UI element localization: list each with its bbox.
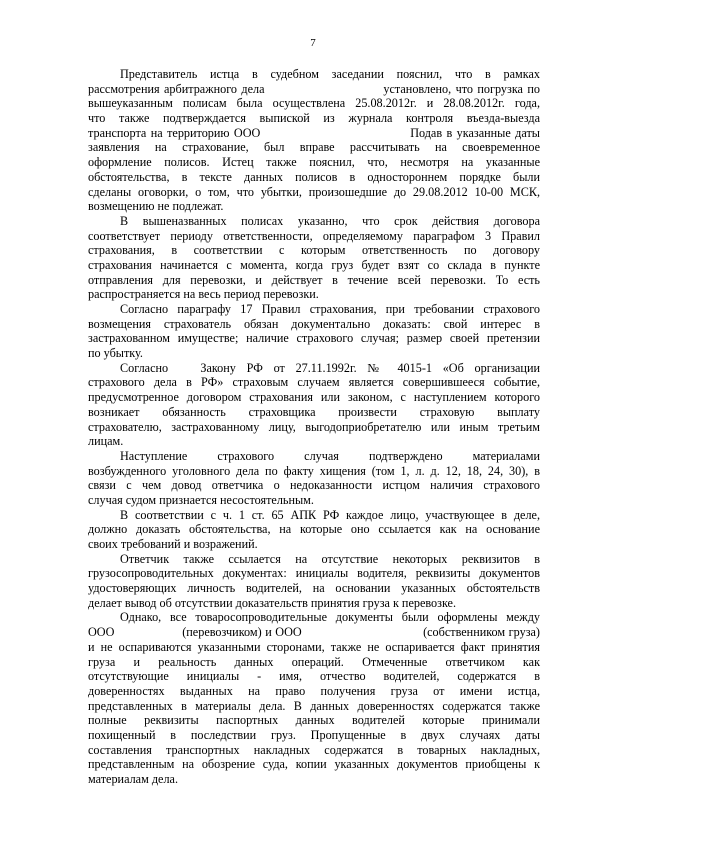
text-line: предусмотренное договором страхования или законом, с наступлением которого [88,390,540,405]
text-line: Согласно параграфу 17 Правил страхования, при требовании страхового [120,302,540,316]
text-line: лицам. [88,434,124,449]
text-line: полные реквизиты паспортных данных водителей которые принимали [88,713,540,728]
text-line: оформление полисов. Истец также пояснил, что, несмотря на указанные [88,155,540,170]
document-body [88,67,540,787]
text-line: груза и реальность данных операций. Отмеченные ответчиком как [88,654,540,669]
text-line: отсутствующие инициалы - имя, отчество водителей, содержатся в [88,669,540,684]
text-line: распространяется на весь период перевозки. [88,287,319,302]
text-line: что также подтверждается выпиской из журнала контроля въезда-выезда [88,111,540,126]
text-line: по убытку. [88,346,143,361]
text-line: транспорта на территорию ООО Подав в указанные даты [88,125,540,140]
text-line: возмещению не подлежат. [88,199,224,214]
text-line: соответствует периоду ответственности, определяемому параграфом 3 Правил [88,228,540,243]
text-line: Ответчик также ссылается на отсутствие некоторых реквизитов в [120,551,540,566]
text-line: В соответствии с ч. 1 ст. 65 АПК РФ каждое лицо, участвующее в деле, [120,507,540,522]
text-line: страхователю, застрахованному лицу, выгодоприобретателю или иным третьим [88,419,540,434]
text-line: страхования начинается с момента, когда груз будет взят со склада в пункте [88,257,540,272]
text-line: грузосопроводительных документах: инициалы водителя, реквизиты документов [88,566,540,581]
text-line: должно доказать обстоятельства, на которые оно ссылается как на основание [88,522,540,537]
text-line: материалам дела. [88,772,178,786]
text-line: отправления для перевозки, и действует в течение всей перевозки. То есть [88,272,540,287]
text-line: возникает обязанность страховщика произвести страховую выплату [88,404,540,419]
text-line: сделаны оговорки, о том, что убытки, произошедшие до 29.08.2012 10-00 МСК, [88,184,540,199]
text-line: составления транспортных накладных содержатся в товарных накладных, [88,742,540,757]
text-line: Однако, все товаросопроводительные документы были оформлены между [120,610,540,625]
text-line: случая судом признается несостоятельным. [88,492,314,507]
text-line: делает вывод об отсутствии доказательств принятия груза к перевозке. [88,595,457,610]
text-line: возмещения страхователь обязан документально доказать: свой интерес в [88,316,540,331]
text-line: ООО (перевозчиком) и ООО (собственником груза) [88,625,540,640]
text-line: связи с чем довод ответчика о недоказанности истцом наличия страхового [88,478,540,493]
text-line: Согласно Закону РФ от 27.11.1992г. № 4015-1 «Об организации [120,360,540,375]
text-line: обстоятельства, в тексте данных полисов в одностороннем порядке были [88,169,540,184]
text-line: своих требований и возражений. [88,537,258,551]
text-line: застрахованном имуществе; наличие страхового случая; размер своей претензии [88,331,540,346]
text-line: Наступление страхового случая подтверждено материалами [120,448,540,463]
page-number: 7 [310,37,316,49]
text-line: страхования, в соответствии с которым ответственность по договору [88,243,540,258]
text-line: Представитель истца в судебном заседании пояснил, что в рамках [120,67,540,81]
text-line: рассмотрения арбитражного дела установлено, что погрузка по [88,81,540,96]
text-line: доверенностях выданных на право получения груза от имени истца, [88,683,540,698]
text-line: представленных в материалы дела. В данных доверенностях содержатся также [88,698,540,713]
text-line: вышеуказанным полисам была осуществлена 25.08.2012г. и 28.08.2012г. года, [88,96,540,111]
text-line: представленным на обозрение суда, копии указанных документов приобщены к [88,757,540,772]
text-line: удостоверяющих личность водителей, на основании указанных обстоятельств [88,581,540,596]
text-line: В вышеназванных полисах указанно, что срок действия договора [120,213,540,228]
text-line: возбужденного уголовного дела по факту хищения (том 1, л. д. 12, 18, 24, 30), в [88,463,540,478]
text-line: и не оспариваются указанными сторонами, также не оспаривается факт принятия [88,639,540,654]
text-line: похищенный в последствии груз. Пропущенные в двух случаях даты [88,727,540,742]
text-line: заявления на страхование, был вправе рассчитывать на своевременное [88,140,540,155]
text-line: страхового дела в РФ» страховым случаем является совершившееся событие, [88,375,540,390]
